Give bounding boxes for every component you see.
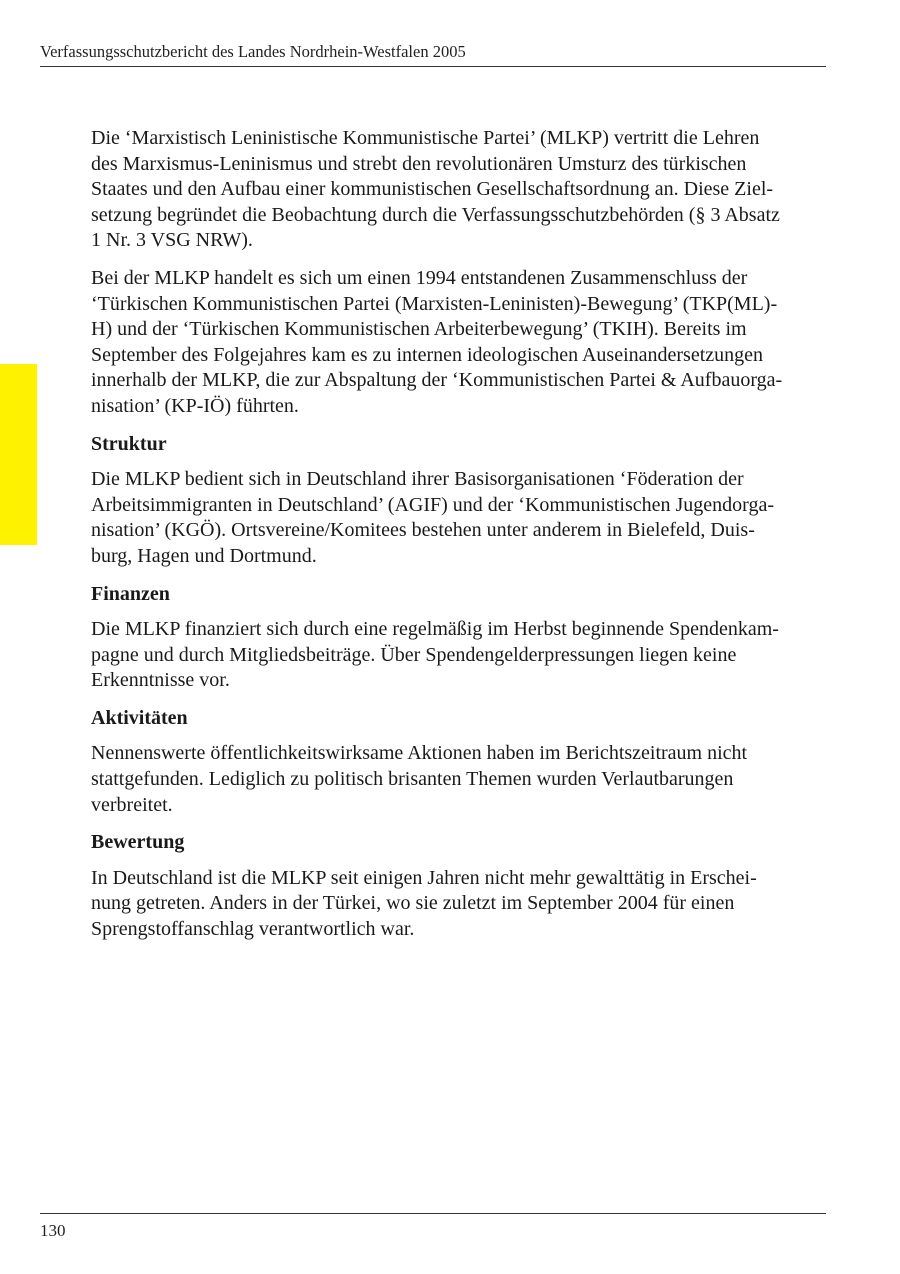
heading-finanzen: Finanzen [91,582,170,605]
running-header: Verfassungsschutzbericht des Landes Nordrhein-Westfalen 2005 [40,42,466,61]
text-line: In Deutschland ist die MLKP seit einigen Jahren nicht mehr gewalttätig in Erschei- [91,866,757,889]
text-line: innerhalb der MLKP, die zur Abspaltung der ‘Kommunistischen Partei & Aufbauorga- [91,369,783,392]
text-line: nisation’ (KGÖ). Ortsvereine/Komitees bestehen unter anderem in Bielefeld, Duis- [91,519,755,542]
text-line: Die ‘Marxistisch Leninistische Kommunistische Partei’ (MLKP) vertritt die Lehren [91,127,760,149]
paragraph-intro [91,126,827,254]
text-line: burg, Hagen und Dortmund. [91,544,317,567]
text-line: stattgefunden. Lediglich zu politisch brisanten Themen wurden Verlautbarungen [91,768,734,791]
text-line: Staates und den Aufbau einer kommunistischen Gesellschaftsordnung an. Diese Ziel- [91,178,774,201]
text-line: Sprengstoffanschlag verantwortlich war. [91,918,415,941]
page-number: 130 [40,1221,66,1240]
chapter-marker-tab [0,364,37,545]
heading-struktur: Struktur [91,432,167,455]
text-line: Die MLKP finanziert sich durch eine regelmäßig im Herbst beginnende Spendenkam- [91,618,779,641]
paragraph-finanzen [91,617,827,694]
document-body [91,126,827,955]
text-line: verbreitet. [91,793,173,816]
text-line: 1 Nr. 3 VSG NRW). [91,229,253,252]
paragraph-history [91,266,827,420]
heading-bewertung: Bewertung [91,831,185,854]
paragraph-bewertung [91,866,827,943]
footer-divider [40,1213,826,1214]
text-line: Bei der MLKP handelt es sich um einen 1994 entstandenen Zusammenschluss der [91,266,748,289]
text-line: setzung begründet die Beobachtung durch die Verfassungsschutzbehörden (§ 3 Absatz [91,203,780,226]
text-line: des Marxismus-Leninismus und strebt den revolutionären Umsturz des türkischen [91,152,747,175]
text-line: nung getreten. Anders in der Türkei, wo sie zuletzt im September 2004 für einen [91,892,735,915]
text-line: September des Folgejahres kam es zu internen ideologischen Auseinandersetzungen [91,343,764,366]
paragraph-struktur [91,467,827,569]
text-line: H) und der ‘Türkischen Kommunistischen Arbeiterbewegung’ (TKIH). Bereits im [91,318,747,341]
text-line: nisation’ (KP-IÖ) führten. [91,394,299,417]
heading-aktivitaeten: Aktivitäten [91,706,188,729]
text-line: Erkenntnisse vor. [91,669,230,692]
text-line: Die MLKP bedient sich in Deutschland ihrer Basisorganisationen ‘Föderation der [91,468,744,491]
text-line: ‘Türkischen Kommunistischen Partei (Marxisten-Leninisten)-Bewegung’ (TKP(ML)- [91,292,778,315]
paragraph-aktivitaeten [91,741,827,818]
text-line: pagne und durch Mitgliedsbeiträge. Über Spendengelderpressungen liegen keine [91,643,737,666]
header-divider [40,66,826,67]
text-line: Nennenswerte öffentlichkeitswirksame Aktionen haben im Berichtszeitraum nicht [91,742,748,765]
text-line: Arbeitsimmigranten in Deutschland’ (AGIF) und der ‘Kommunistischen Jugendorga- [91,493,775,516]
